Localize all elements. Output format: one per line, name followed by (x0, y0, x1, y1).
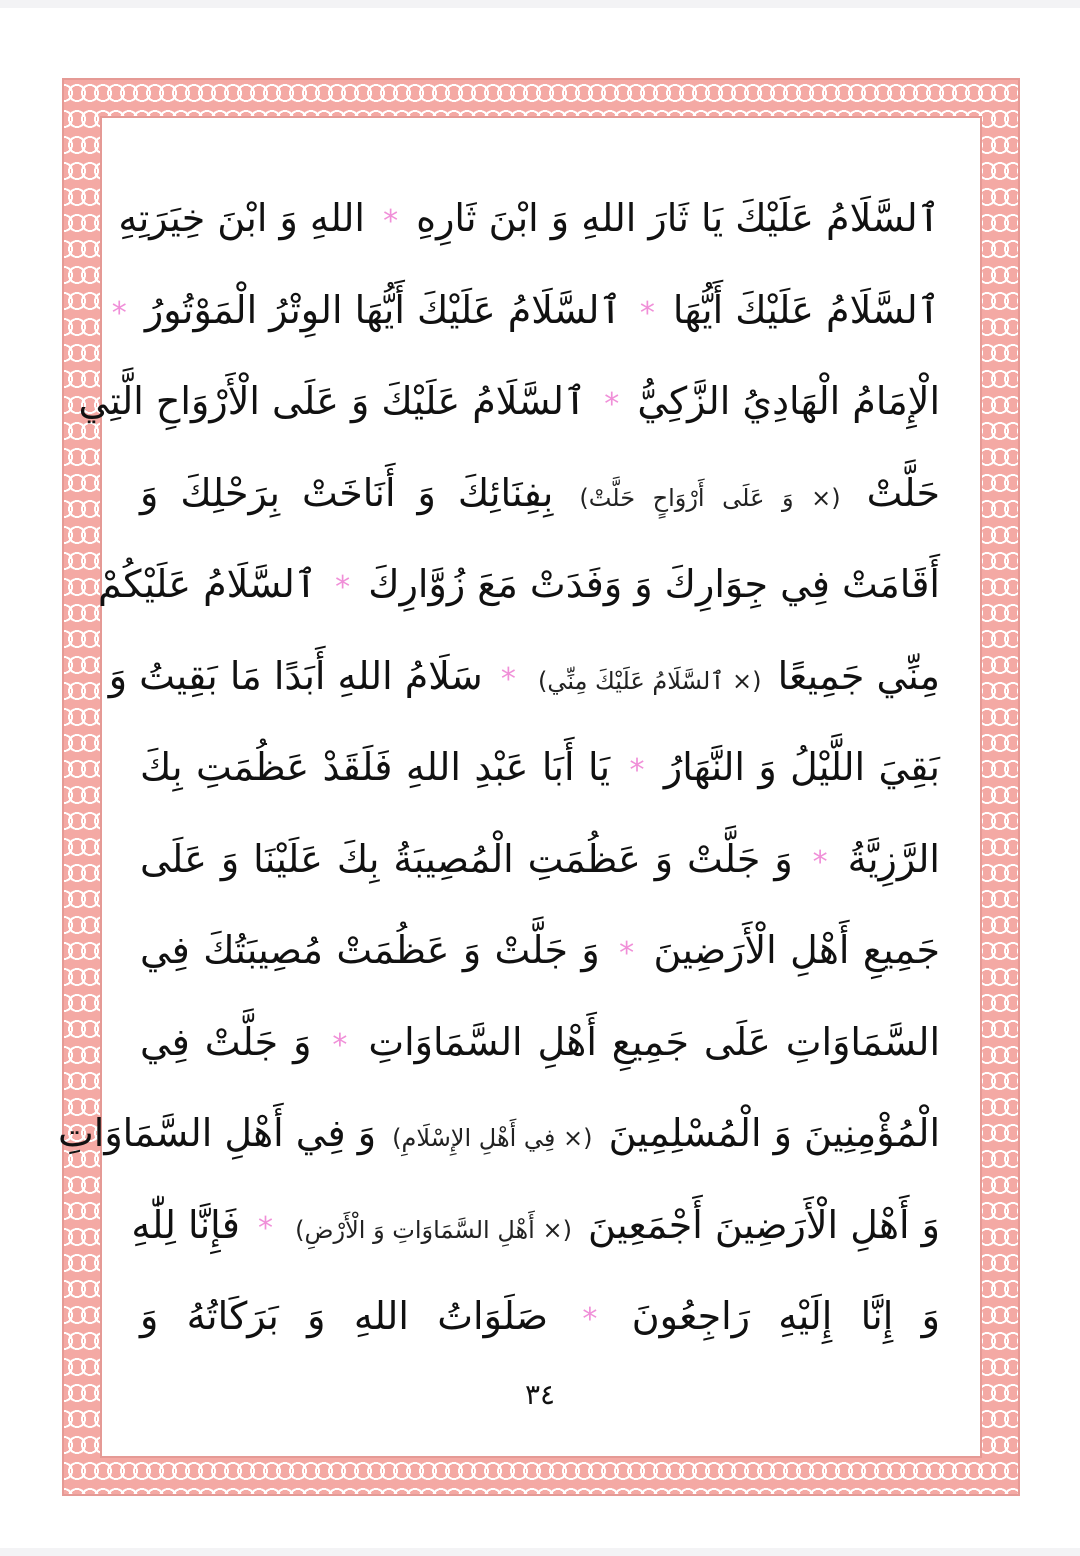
variant-note: (× أَهْلِ السَّمَاوَاتِ وَ الْأَرْضِ) (295, 1215, 572, 1244)
asterisk-separator-icon: * (639, 295, 655, 331)
verse-text: اللهِ وَ ابْنَ خِيَرَتِهِ (118, 196, 365, 240)
text-line (140, 819, 940, 911)
asterisk-separator-icon: * (332, 1027, 348, 1063)
verse-text: ٱلسَّلَامُ عَلَيْكَ أَيُّهَا الوِتْرُ الْمَوْتُورُ (144, 287, 622, 332)
verse-text: ٱلسَّلَامُ عَلَيْكَ وَ عَلَى الْأَرْوَاحِ الَّتِي (78, 379, 587, 423)
text-line (78, 361, 940, 453)
text-line (98, 544, 940, 636)
text-line (57, 1093, 940, 1185)
text-line (140, 727, 940, 819)
verse-text: وَ جَلَّتْ فِي (140, 1019, 312, 1064)
verse-text: وَ أَهْلِ الْأَرَضِينَ أَجْمَعِينَ (588, 1202, 940, 1247)
verse-text: مِنِّي جَمِيعًا (777, 653, 940, 698)
verse-text: وَ جَلَّتْ وَ عَظُمَتِ الْمُصِيبَةُ بِكَ عَلَيْنَا وَ عَلَى (140, 836, 793, 881)
verse-text: الْمُؤْمِنِينَ وَ الْمُسْلِمِينَ (608, 1111, 940, 1155)
verse-text: ٱلسَّلَامُ عَلَيْكَ أَيُّهَا (672, 287, 940, 332)
asterisk-separator-icon: * (619, 936, 635, 971)
verse-text: ٱلسَّلَامُ عَلَيْكَ يَا ثَارَ اللهِ وَ ابْنَ ثَارِهِ (416, 196, 940, 240)
text-line (118, 178, 940, 270)
text-line (140, 1002, 940, 1094)
text-line (140, 910, 940, 1002)
verse-text: فَإِنَّا لِلّٰهِ (131, 1202, 240, 1247)
text-line (140, 1276, 940, 1368)
verse-text: الرَّزِيَّةُ (847, 836, 940, 881)
verse-text: بَقِيَ اللَّيْلُ وَ النَّهَارُ (663, 745, 940, 789)
text-line (108, 636, 940, 728)
verse-text: جَمِيعِ أَهْلِ الْأَرَضِينَ (653, 928, 940, 972)
verse-text: الْإِمَامُ الْهَادِيُ الزَّكِيُّ (637, 379, 940, 423)
verse-text: وَ جَلَّتْ وَ عَظُمَتْ مُصِيبَتُكَ فِي (140, 928, 600, 972)
page (0, 8, 1080, 1548)
asterisk-separator-icon: * (812, 844, 828, 880)
asterisk-separator-icon: * (604, 387, 620, 422)
verse-text: السَّمَاوَاتِ عَلَى جَمِيعِ أَهْلِ السَّمَاوَاتِ (368, 1019, 940, 1064)
text-line (131, 1185, 940, 1277)
asterisk-separator-icon: * (383, 204, 399, 239)
variant-note: (× فِي أَهْلِ الإِسْلَامِ) (392, 1124, 593, 1152)
verse-text: ٱلسَّلَامُ عَلَيْكُمْ (98, 562, 318, 606)
asterisk-separator-icon: * (335, 570, 351, 605)
asterisk-separator-icon: * (582, 1302, 598, 1337)
asterisk-separator-icon: * (629, 753, 645, 788)
verse-text: وَ إِنَّا إِلَيْهِ رَاجِعُونَ (631, 1294, 940, 1338)
verse-text: حَلَّتْ (866, 470, 940, 515)
variant-note: (× ٱلسَّلَامُ عَلَيْكَ مِنِّي) (537, 666, 762, 695)
verse-text: وَ فِي أَهْلِ السَّمَاوَاتِ (57, 1111, 377, 1155)
asterisk-separator-icon: * (258, 1210, 274, 1246)
prayer-text (57, 178, 940, 1368)
verse-text: صَلَوَاتُ اللهِ وَ بَرَكَاتُهُ وَ (140, 1294, 549, 1338)
asterisk-separator-icon: * (111, 295, 127, 331)
asterisk-separator-icon: * (500, 661, 516, 697)
verse-text: سَلَامُ اللهِ أَبَدًا مَا بَقِيتُ وَ (108, 653, 483, 698)
page-number: ٣٤ (524, 1378, 556, 1411)
verse-text: يَا أَبَا عَبْدِ اللهِ فَلَقَدْ عَظُمَتِ بِكَ (140, 745, 611, 789)
variant-note: (× وَ عَلَى أَرْوَاحٍ حَلَّتْ) (579, 483, 841, 512)
text-line (111, 270, 940, 362)
verse-text: أَقَامَتْ فِي جِوَارِكَ وَ وَفَدَتْ مَعَ زُوَّارِكَ (368, 562, 940, 606)
verse-text: بِفِنَائِكَ وَ أَنَاخَتْ بِرَحْلِكَ وَ (140, 470, 554, 515)
text-line (140, 453, 940, 545)
